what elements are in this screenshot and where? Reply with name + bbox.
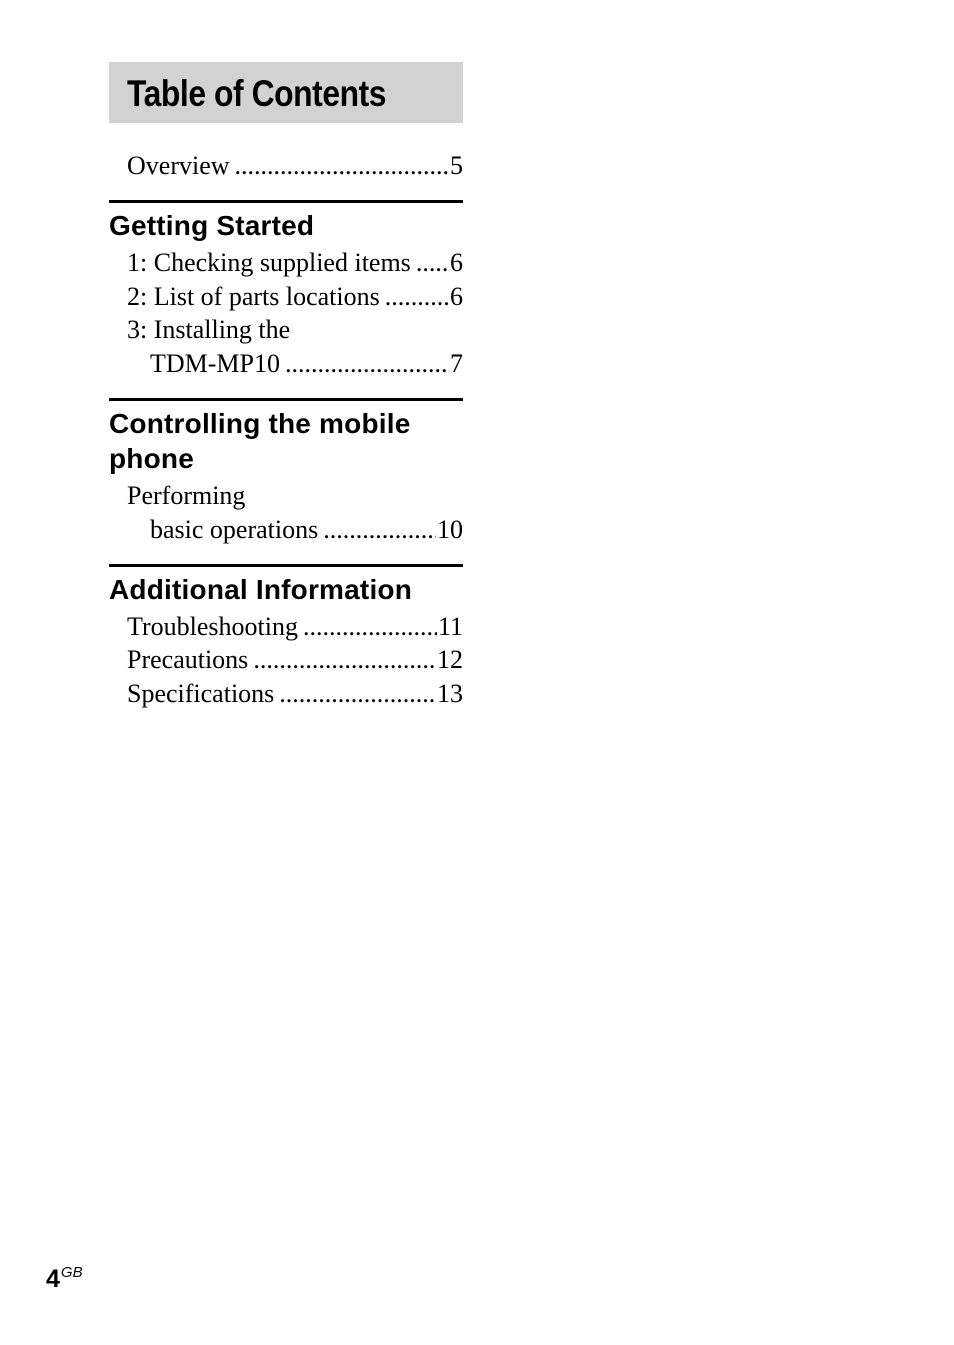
toc-entry-checking-supplied-items[interactable] xyxy=(109,246,463,280)
page-number xyxy=(46,1264,83,1294)
toc-entry-label: Overview xyxy=(127,151,230,180)
page-number-suffix: GB xyxy=(60,1264,83,1281)
toc-entry-line xyxy=(109,313,463,347)
toc-entry-installing[interactable] xyxy=(109,313,463,381)
toc-entry-label: basic operations xyxy=(150,514,319,544)
toc-entry-line xyxy=(109,347,463,381)
dot-leader xyxy=(253,643,436,677)
dot-leader xyxy=(323,513,436,547)
toc-entry-page: 11 xyxy=(437,611,463,641)
toc-entry-page: 12 xyxy=(437,645,463,675)
page-number-value: 4 xyxy=(46,1265,60,1293)
section-getting-started xyxy=(109,200,463,381)
section-heading: Getting Started xyxy=(109,209,315,241)
dot-leader xyxy=(303,610,437,644)
toc-entry-parts-locations[interactable] xyxy=(109,280,463,314)
toc-entry-label-first-line: 3: Installing the xyxy=(127,315,291,345)
toc-entry-label: 1: Checking supplied items xyxy=(127,247,411,277)
toc-entry-label: Specifications xyxy=(127,679,275,709)
dot-leader xyxy=(285,347,449,381)
dot-leader xyxy=(279,677,436,711)
toc-entry-basic-operations[interactable] xyxy=(109,479,463,547)
dot-leader xyxy=(235,149,449,183)
table-of-contents xyxy=(109,62,463,711)
title-banner xyxy=(109,62,463,123)
toc-entry-label: Precautions xyxy=(127,645,249,675)
section-heading: Additional Information xyxy=(109,573,413,605)
toc-entry-label: 2: List of parts locations xyxy=(127,281,380,311)
toc-entry-line xyxy=(109,479,463,513)
dot-leader xyxy=(385,280,449,314)
toc-entry-page: 13 xyxy=(437,679,463,709)
section-heading: Controlling the mobile phone xyxy=(109,407,411,474)
toc-entry-page: 6 xyxy=(450,247,463,277)
toc-entry-label-first-line: Performing xyxy=(127,480,246,510)
toc-entry-overview[interactable] xyxy=(109,149,463,183)
section-controlling-mobile-phone xyxy=(109,398,463,547)
toc-entry-page: 5 xyxy=(450,151,463,180)
overview-list xyxy=(109,149,463,183)
toc-entry-line xyxy=(109,513,463,547)
toc-entry-label: TDM-MP10 xyxy=(150,349,281,379)
dot-leader xyxy=(416,246,449,280)
toc-entry-precautions[interactable] xyxy=(109,643,463,677)
section-additional-information xyxy=(109,564,463,711)
page-title: Table of Contents xyxy=(127,72,387,114)
toc-entry-specifications[interactable] xyxy=(109,677,463,711)
toc-entry-page: 10 xyxy=(437,514,463,544)
toc-entry-page: 6 xyxy=(450,281,463,311)
toc-entry-page: 7 xyxy=(450,349,463,379)
toc-entry-label: Troubleshooting xyxy=(127,611,298,641)
toc-entry-troubleshooting[interactable] xyxy=(109,610,463,644)
